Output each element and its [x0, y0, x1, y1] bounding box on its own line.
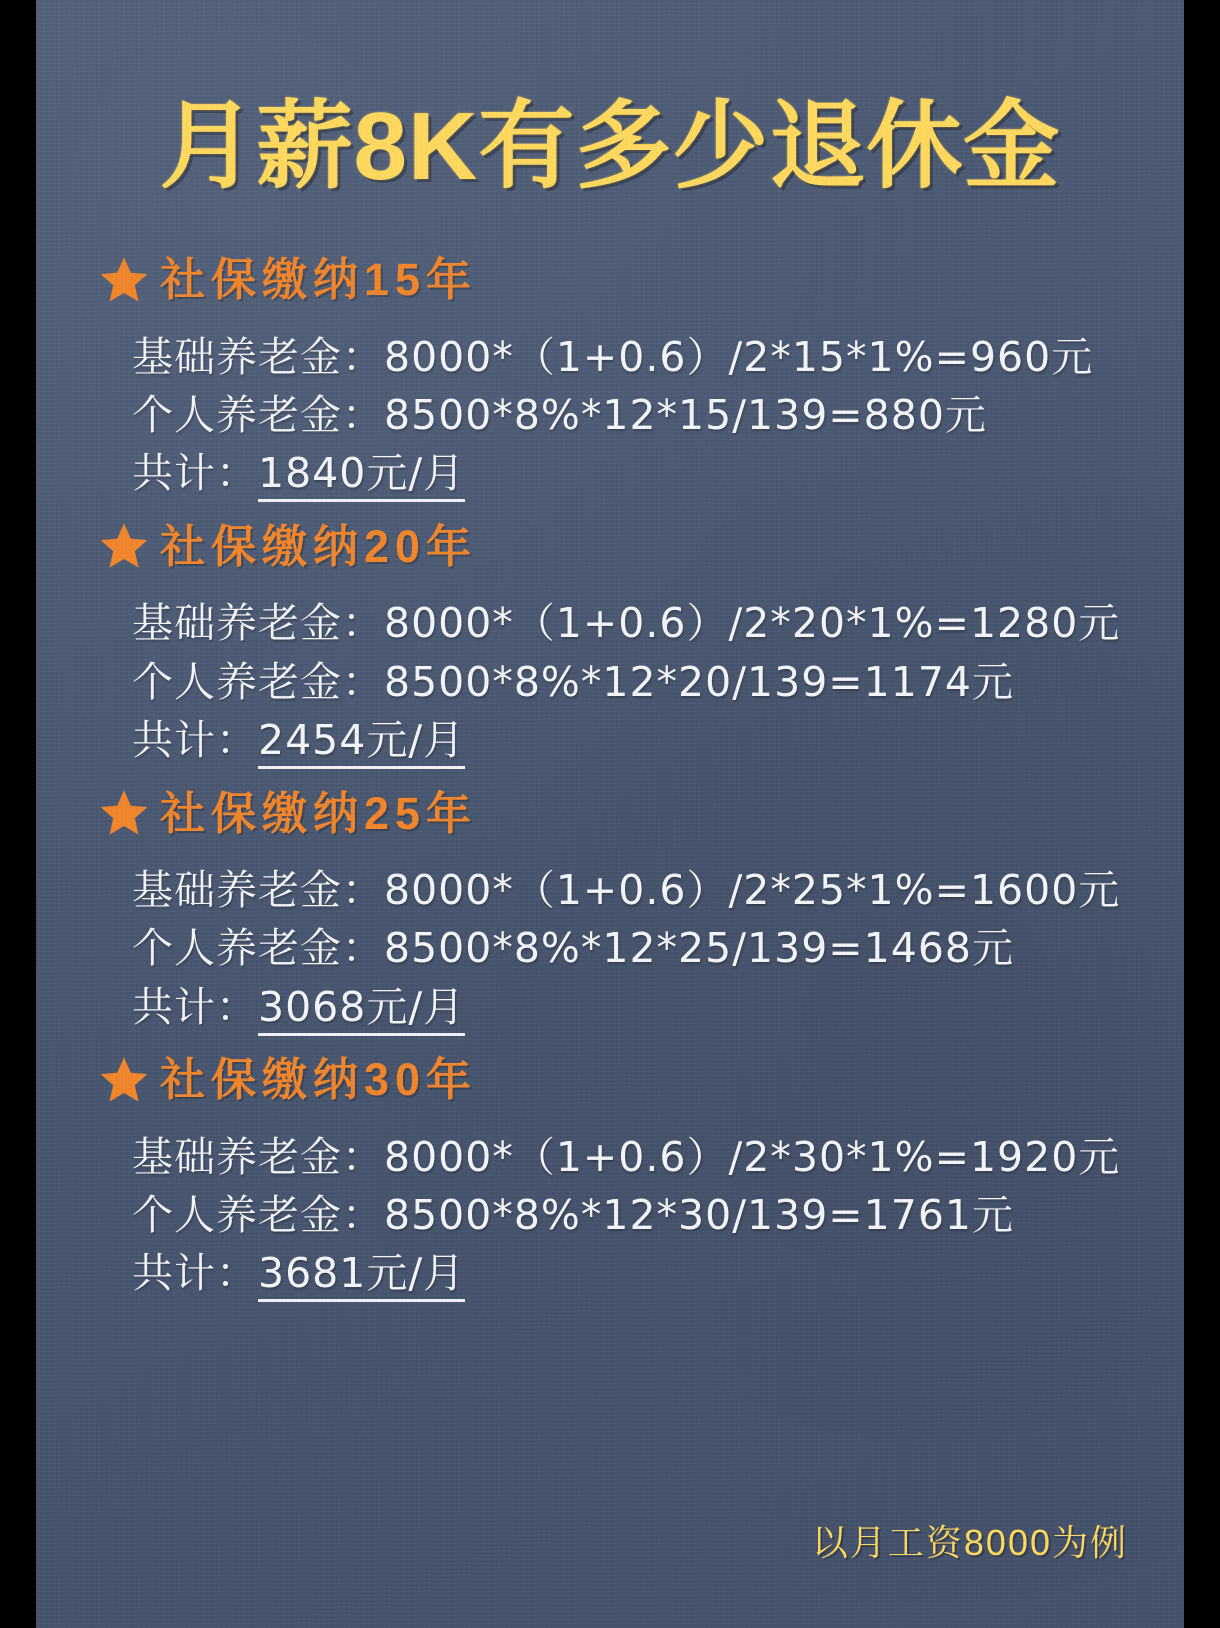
section-title: 社保缴纳25年 [160, 787, 478, 839]
section-header [70, 520, 1150, 572]
total-value: 1840元/月 [258, 449, 465, 502]
section-header [70, 787, 1150, 839]
sections-list [70, 254, 1150, 1303]
total-line [132, 711, 1150, 769]
personal-pension-label: 个人养老金： [132, 1190, 384, 1239]
star-icon [98, 254, 150, 306]
footnote: 以月工资8000为例 [811, 1522, 1128, 1563]
star-icon [98, 520, 150, 572]
section-title: 社保缴纳30年 [160, 1054, 478, 1106]
basic-pension-label: 基础养老金： [132, 1132, 384, 1181]
total-value: 3681元/月 [258, 1249, 465, 1302]
section-header [70, 254, 1150, 306]
total-value: 2454元/月 [258, 716, 465, 769]
total-line [132, 444, 1150, 502]
total-line [132, 978, 1150, 1036]
basic-pension-formula: 8000*（1+0.6）/2*15*1%=960元 [384, 332, 1094, 381]
basic-pension-line [132, 594, 1150, 652]
total-label: 共计： [132, 449, 258, 498]
page-title: 月薪8K有多少退休金 [159, 93, 1061, 200]
total-label: 共计： [132, 1249, 258, 1298]
section-body [70, 1128, 1150, 1303]
total-label: 共计： [132, 982, 258, 1031]
personal-pension-label: 个人养老金： [132, 657, 384, 706]
personal-pension-label: 个人养老金： [132, 924, 384, 973]
section-header [70, 1054, 1150, 1106]
section-body [70, 594, 1150, 769]
personal-pension-formula: 8500*8%*12*30/139=1761元 [384, 1190, 1014, 1239]
personal-pension-line [132, 919, 1150, 977]
section-25-years [70, 787, 1150, 1036]
basic-pension-formula: 8000*（1+0.6）/2*30*1%=1920元 [384, 1132, 1121, 1181]
personal-pension-formula: 8500*8%*12*25/139=1468元 [384, 924, 1014, 973]
personal-pension-line [132, 1186, 1150, 1244]
section-body [70, 861, 1150, 1036]
basic-pension-label: 基础养老金： [132, 866, 384, 915]
total-line [132, 1244, 1150, 1302]
personal-pension-formula: 8500*8%*12*15/139=880元 [384, 390, 987, 439]
basic-pension-line [132, 328, 1150, 386]
section-20-years [70, 520, 1150, 769]
personal-pension-formula: 8500*8%*12*20/139=1174元 [384, 657, 1014, 706]
section-15-years [70, 254, 1150, 503]
poster-canvas [36, 0, 1184, 1628]
section-30-years [70, 1054, 1150, 1303]
section-title: 社保缴纳15年 [160, 254, 478, 306]
total-label: 共计： [132, 715, 258, 764]
section-body [70, 328, 1150, 503]
basic-pension-formula: 8000*（1+0.6）/2*25*1%=1600元 [384, 866, 1121, 915]
star-icon [98, 787, 150, 839]
basic-pension-line [132, 861, 1150, 919]
personal-pension-line [132, 386, 1150, 444]
total-value: 3068元/月 [258, 983, 465, 1036]
personal-pension-label: 个人养老金： [132, 390, 384, 439]
basic-pension-label: 基础养老金： [132, 332, 384, 381]
basic-pension-formula: 8000*（1+0.6）/2*20*1%=1280元 [384, 599, 1121, 648]
section-title: 社保缴纳20年 [160, 520, 478, 572]
basic-pension-line [132, 1128, 1150, 1186]
basic-pension-label: 基础养老金： [132, 599, 384, 648]
personal-pension-line [132, 653, 1150, 711]
star-icon [98, 1054, 150, 1106]
